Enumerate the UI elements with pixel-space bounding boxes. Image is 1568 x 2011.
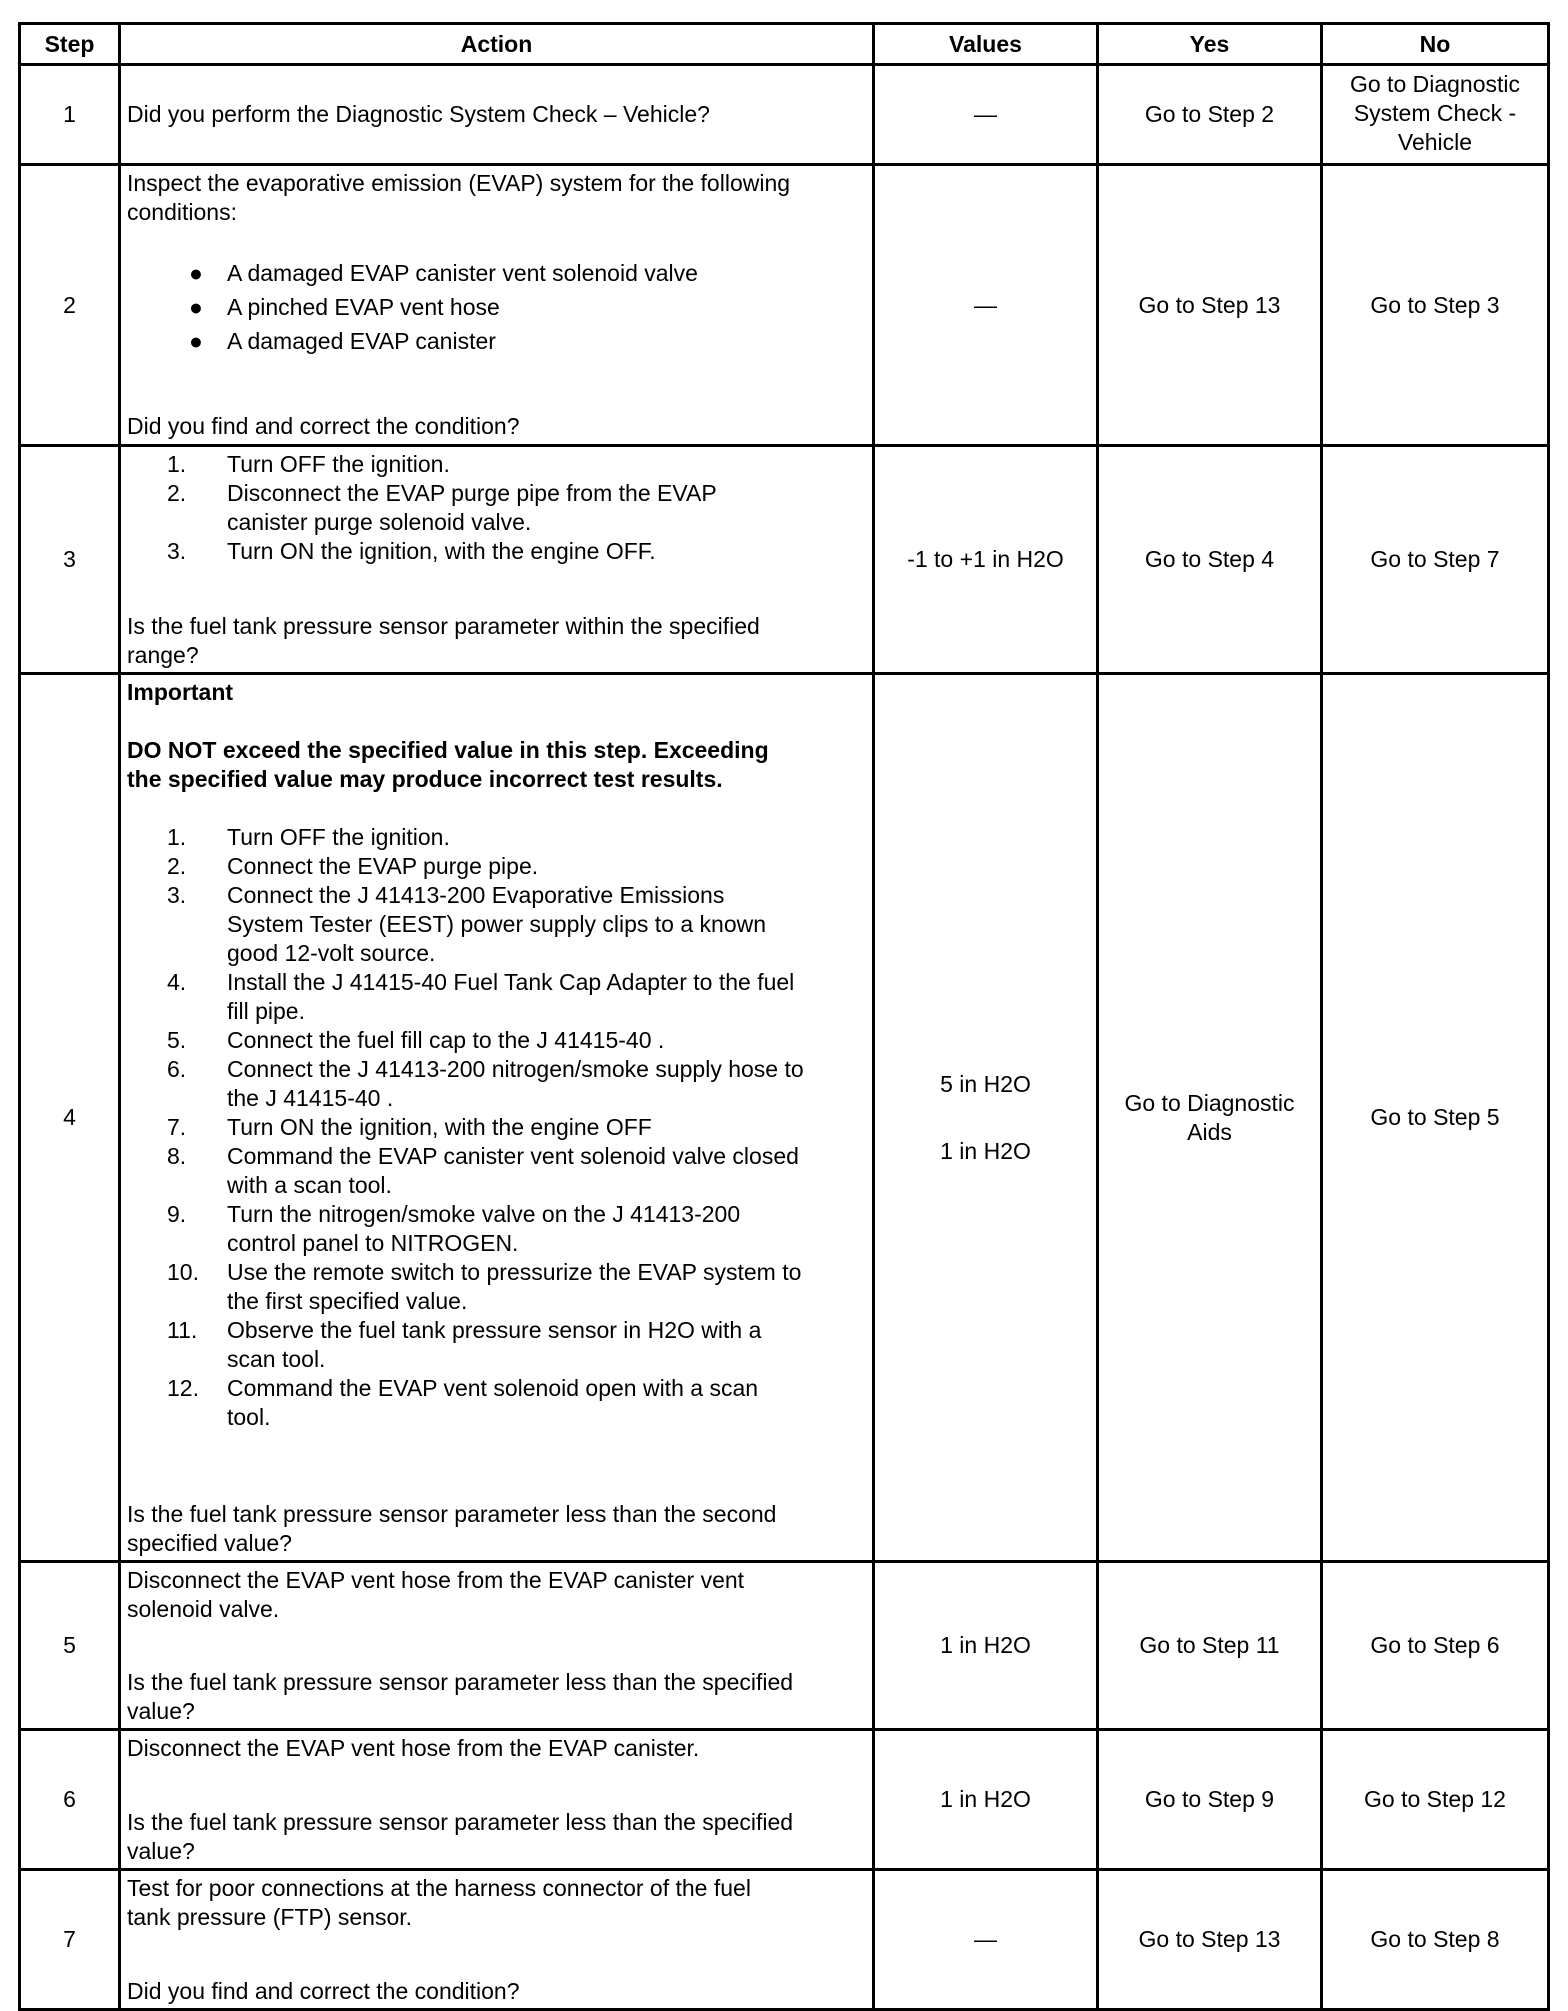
yes-cell: Go to Step 2 bbox=[1098, 65, 1322, 165]
header-no: No bbox=[1322, 24, 1549, 65]
action-cell bbox=[120, 165, 874, 446]
value-item: 1 in H2O bbox=[940, 1137, 1031, 1164]
list-item: 1. Turn OFF the ignition. bbox=[167, 823, 450, 850]
action-text: Disconnect the EVAP vent hose from the EVAP canister vent bbox=[127, 1566, 745, 1593]
question-text: Did you find and correct the condition? bbox=[127, 1977, 520, 2004]
action-text: Did you perform the Diagnostic System Check – Vehicle? bbox=[127, 101, 710, 127]
no-cell: Go to Step 12 bbox=[1322, 1730, 1549, 1870]
warning-text: the specified value may produce incorrect test results. bbox=[127, 765, 723, 792]
yes-cell: Go to Step 13 bbox=[1098, 165, 1322, 446]
values-cell: — bbox=[874, 65, 1098, 165]
values-cell: -1 to +1 in H2O bbox=[874, 446, 1098, 674]
step-number: 6 bbox=[20, 1730, 120, 1870]
no-cell: Go to Step 7 bbox=[1322, 446, 1549, 674]
list-item: 6. Connect the J 41413-200 nitrogen/smoke supply hose to the J 41415-40 . bbox=[167, 1055, 804, 1111]
action-text: conditions: bbox=[127, 199, 237, 225]
yes-cell: Go to Step 9 bbox=[1098, 1730, 1322, 1870]
table-row bbox=[20, 1562, 1549, 1730]
list-item: 11. Observe the fuel tank pressure sensor in H2O with a scan tool. bbox=[167, 1316, 762, 1372]
value-item: 5 in H2O bbox=[940, 1070, 1031, 1097]
list-item: 10. Use the remote switch to pressurize the EVAP system to the first specified value. bbox=[167, 1258, 802, 1314]
condition-list bbox=[127, 256, 866, 358]
header-values: Values bbox=[874, 24, 1098, 65]
no-cell: Go to Step 3 bbox=[1322, 165, 1549, 446]
header-row bbox=[20, 24, 1549, 65]
yes-cell: Go to Step 4 bbox=[1098, 446, 1322, 674]
list-item: 3. Connect the J 41413-200 Evaporative Emissions System Tester (EEST) power supply clips to a known good 12-volt source. bbox=[167, 881, 767, 966]
yes-line: Go to Diagnostic bbox=[1124, 1089, 1295, 1116]
table-row bbox=[20, 1870, 1549, 2010]
list-item: 7. Turn ON the ignition, with the engine OFF bbox=[167, 1113, 652, 1140]
question-text: Is the fuel tank pressure sensor parameter less than the specified bbox=[127, 1668, 794, 1695]
bullet-icon: ● bbox=[189, 328, 203, 354]
list-item: 2. Disconnect the EVAP purge pipe from the EVAP canister purge solenoid valve. bbox=[167, 479, 717, 535]
question-text: range? bbox=[127, 641, 199, 668]
table-row bbox=[20, 1730, 1549, 1870]
action-cell bbox=[120, 1730, 874, 1870]
values-cell: 1 in H2O bbox=[874, 1562, 1098, 1730]
table-row bbox=[20, 165, 1549, 446]
action-text: Test for poor connections at the harness connector of the fuel bbox=[127, 1874, 751, 1901]
question-text: Did you find and correct the condition? bbox=[127, 413, 520, 439]
list-item: 2. Connect the EVAP purge pipe. bbox=[167, 852, 539, 879]
list-item: ● A damaged EVAP canister vent solenoid valve bbox=[127, 256, 866, 290]
values-cell: 1 in H2O bbox=[874, 1730, 1098, 1870]
header-action: Action bbox=[120, 24, 874, 65]
table-row bbox=[20, 674, 1549, 1562]
bullet-icon: ● bbox=[189, 294, 203, 320]
no-cell: Go to Step 6 bbox=[1322, 1562, 1549, 1730]
values-cell: — bbox=[874, 1870, 1098, 2010]
list-item: ● A damaged EVAP canister bbox=[127, 324, 866, 358]
yes-line: Aids bbox=[1187, 1118, 1232, 1145]
table-row bbox=[20, 446, 1549, 674]
question-text: value? bbox=[127, 1837, 195, 1864]
action-text: Inspect the evaporative emission (EVAP) system for the following bbox=[127, 170, 791, 196]
question-text: value? bbox=[127, 1697, 195, 1724]
no-line: Vehicle bbox=[1397, 129, 1473, 155]
table-row bbox=[20, 65, 1549, 165]
list-item: ● A pinched EVAP vent hose bbox=[127, 290, 866, 324]
list-item: 1. Turn OFF the ignition. bbox=[167, 450, 450, 477]
procedure-list bbox=[127, 823, 866, 1432]
list-item: 5. Connect the fuel fill cap to the J 41415-40 . bbox=[167, 1026, 665, 1053]
question-text: specified value? bbox=[127, 1529, 292, 1556]
step-number: 7 bbox=[20, 1870, 120, 2010]
no-line: System Check - bbox=[1353, 100, 1517, 126]
procedure-list bbox=[127, 450, 866, 566]
yes-cell: Go to Step 13 bbox=[1098, 1870, 1322, 2010]
list-item: 3. Turn ON the ignition, with the engine OFF. bbox=[167, 537, 656, 564]
action-text: solenoid valve. bbox=[127, 1595, 280, 1622]
step-number: 5 bbox=[20, 1562, 120, 1730]
question-text: Is the fuel tank pressure sensor parameter within the specified bbox=[127, 612, 760, 639]
no-cell bbox=[1322, 65, 1549, 165]
bullet-icon: ● bbox=[189, 260, 203, 286]
step-number: 1 bbox=[20, 65, 120, 165]
values-cell: — bbox=[874, 165, 1098, 446]
step-number: 3 bbox=[20, 446, 120, 674]
diagnostic-table bbox=[18, 22, 1550, 2011]
header-yes: Yes bbox=[1098, 24, 1322, 65]
important-heading: Important bbox=[127, 678, 234, 705]
action-cell bbox=[120, 446, 874, 674]
action-cell bbox=[120, 1870, 874, 2010]
list-item: 8. Command the EVAP canister vent solenoid valve closed with a scan tool. bbox=[167, 1142, 799, 1198]
list-item: 12. Command the EVAP vent solenoid open with a scan tool. bbox=[167, 1374, 759, 1430]
action-text: Disconnect the EVAP vent hose from the EVAP canister. bbox=[127, 1734, 700, 1761]
no-line: Go to Diagnostic bbox=[1349, 71, 1521, 97]
action-cell bbox=[120, 65, 874, 165]
action-cell bbox=[120, 1562, 874, 1730]
step-number: 2 bbox=[20, 165, 120, 446]
step-number: 4 bbox=[20, 674, 120, 1562]
yes-cell bbox=[1098, 674, 1322, 1562]
no-cell: Go to Step 8 bbox=[1322, 1870, 1549, 2010]
question-text: Is the fuel tank pressure sensor parameter less than the specified bbox=[127, 1808, 794, 1835]
header-step: Step bbox=[20, 24, 120, 65]
question-text: Is the fuel tank pressure sensor parameter less than the second bbox=[127, 1500, 777, 1527]
values-cell bbox=[874, 674, 1098, 1562]
list-item: 4. Install the J 41415-40 Fuel Tank Cap Adapter to the fuel fill pipe. bbox=[167, 968, 795, 1024]
warning-text: DO NOT exceed the specified value in this step. Exceeding bbox=[127, 736, 769, 763]
action-cell bbox=[120, 674, 874, 1562]
list-item: 9. Turn the nitrogen/smoke valve on the J 41413-200 control panel to NITROGEN. bbox=[167, 1200, 741, 1256]
yes-cell: Go to Step 11 bbox=[1098, 1562, 1322, 1730]
no-cell: Go to Step 5 bbox=[1322, 674, 1549, 1562]
action-text: tank pressure (FTP) sensor. bbox=[127, 1903, 413, 1930]
